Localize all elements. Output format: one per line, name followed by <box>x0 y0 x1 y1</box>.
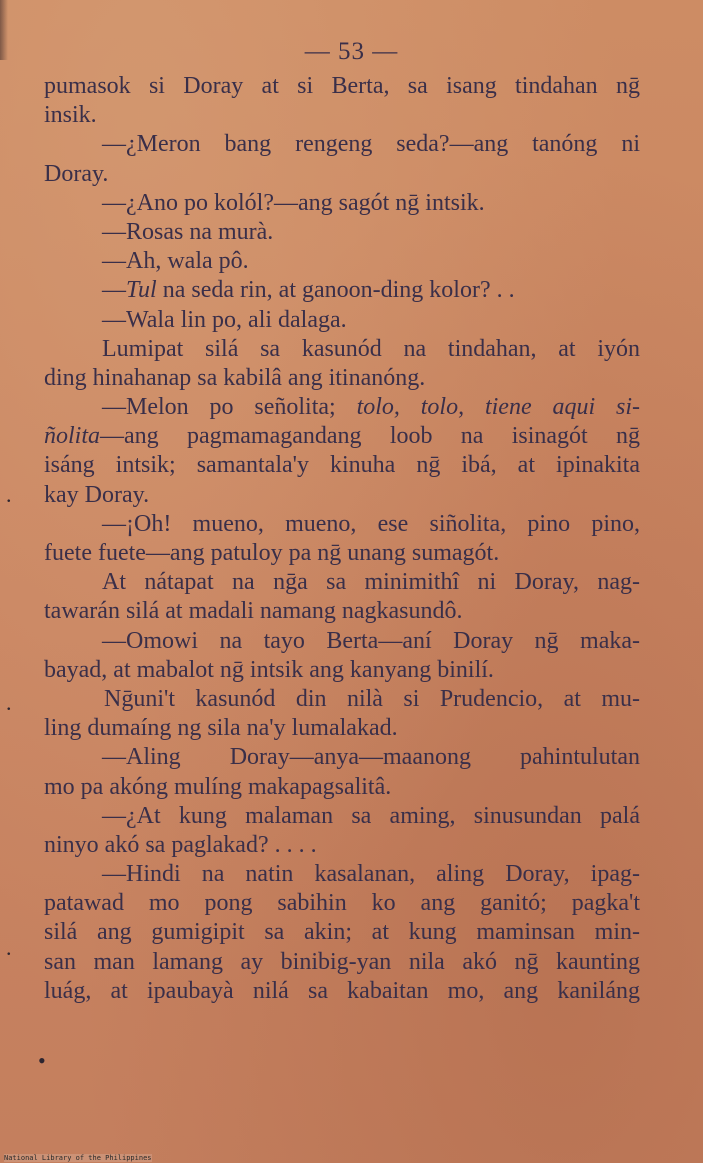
margin-dot: . <box>6 935 12 960</box>
margin-dot: • <box>38 1048 46 1073</box>
text-line: silá ang gumigipit sa akin; at kung maminsan min- <box>44 919 640 946</box>
margin-dot: . <box>6 482 12 507</box>
page-number: — 53 — <box>304 38 399 65</box>
text-line: —Omowi na tayo Berta—aní Doray nḡ maka- <box>102 627 640 654</box>
text-line: —¿At kung malaman sa aming, sinusundan palá <box>102 802 640 829</box>
text-line: bayad, at mabalot nḡ intsik ang kanyang binilí. <box>44 656 494 683</box>
text-line <box>44 393 640 422</box>
text-line: —¿Meron bang rengeng seda?—ang tanóng ni <box>102 131 640 158</box>
text-line: —Aling Doray—anya—maanong pahintulutan <box>102 744 640 771</box>
text-line: —Rosas na murà. <box>102 218 274 245</box>
library-credit: National Library of the Philippines <box>4 1154 152 1162</box>
text-line: ding hinahanap sa kabilâ ang itinanóng. <box>44 364 426 391</box>
text-line: ling dumaíng ng sila na'y lumalakad. <box>44 715 398 742</box>
text-span: —ang pagmamagandang loob na isinagót nḡ <box>100 423 640 450</box>
text-line: insik. <box>44 102 97 129</box>
text-line: —Wala lin po, ali dalaga. <box>102 306 347 333</box>
text-line: At nátapat na nḡa sa minimithî ni Doray, nag- <box>102 569 640 596</box>
text-line: Doray. <box>44 160 109 187</box>
text-line <box>44 276 640 305</box>
text-line: Nḡuni't kasunód din nilà si Prudencio, at mu- <box>104 685 640 712</box>
text-line: fuete fuete—ang patuloy pa nḡ unang sumagót. <box>44 540 500 566</box>
text-line: —¡Oh! mueno, mueno, ese siñolita, pino pino, <box>102 510 640 537</box>
text-line: —¿Ano po kolól?—ang sagót nḡ intsik. <box>102 189 485 216</box>
text-line: kay Doray. <box>44 481 150 508</box>
text-line: tawarán silá at madali namang nagkasundô. <box>44 598 463 625</box>
text-span: —Melon po señolita; <box>102 394 357 421</box>
text-span: — <box>102 277 126 304</box>
text-line <box>44 422 640 451</box>
text-line: mo pa akóng mulíng makapagsalitâ. <box>44 773 392 800</box>
body-text <box>44 72 640 1006</box>
text-span: na seda rin, at ganoon-ding kolor? . . <box>156 277 515 304</box>
italic-text: ñolita <box>44 423 101 450</box>
italic-text: Tul <box>126 277 157 304</box>
text-line: ninyo akó sa paglakad? . . . . <box>44 831 317 858</box>
text-line: isáng intsik; samantala'y kinuha nḡ ibá, at ipinakita <box>44 452 640 479</box>
text-line: Lumipat silá sa kasunód na tindahan, at iyón <box>102 335 640 362</box>
italic-text: tolo, tolo, tiene aqui si- <box>356 394 640 421</box>
text-line: patawad mo pong sabihin ko ang ganitó; pagka't <box>44 890 640 917</box>
text-line: —Hindi na natin kasalanan, aling Doray, ipag- <box>102 861 640 888</box>
text-line: —Ah, wala pô. <box>102 248 249 275</box>
text-line: luág, at ipaubayà nilá sa kabaitan mo, ang kaniláng <box>44 977 640 1004</box>
text-line: san man lamang ay binibig-yan nila akó nḡ kaunting <box>44 948 640 975</box>
text-line: pumasok si Doray at si Berta, sa isang tindahan nḡ <box>44 73 640 99</box>
margin-dot: . <box>6 690 12 715</box>
